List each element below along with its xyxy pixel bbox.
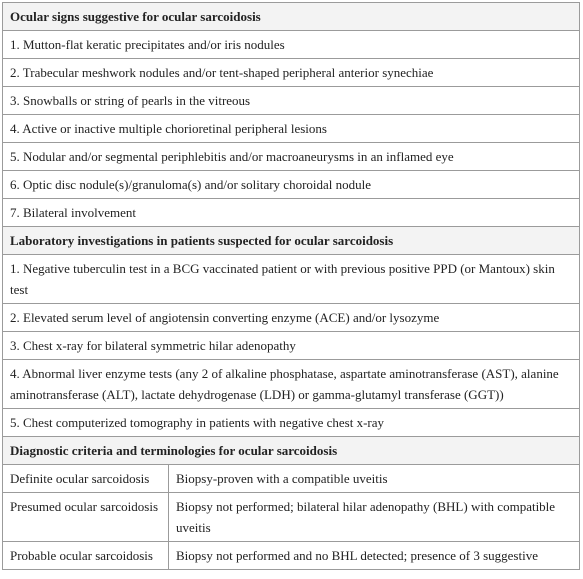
section-heading: Ocular signs suggestive for ocular sarcoidosis (3, 3, 580, 31)
section-header-row (3, 437, 580, 465)
list-item: 7. Bilateral involvement (3, 199, 580, 227)
list-item: 3. Snowballs or string of pearls in the vitreous (3, 87, 580, 115)
table-row (3, 360, 580, 409)
list-item: 4. Abnormal liver enzyme tests (any 2 of alkaline phosphatase, aspartate aminotransferase (AST), alanine aminotransferase (ALT), lactate dehydrogenase (LDH) or gamma-glutamyl transferase (GGT)) (3, 360, 580, 409)
table-row (3, 409, 580, 437)
table-row (3, 143, 580, 171)
list-item: 4. Active or inactive multiple chorioretinal peripheral lesions (3, 115, 580, 143)
list-item: 3. Chest x-ray for bilateral symmetric hilar adenopathy (3, 332, 580, 360)
section-header-row (3, 3, 580, 31)
criteria-term: Presumed ocular sarcoidosis (3, 493, 169, 542)
section-header-row (3, 227, 580, 255)
table-row (3, 59, 580, 87)
criteria-term: Definite ocular sarcoidosis (3, 465, 169, 493)
list-item: 1. Mutton-flat keratic precipitates and/or iris nodules (3, 31, 580, 59)
table-row (3, 31, 580, 59)
list-item: 5. Chest computerized tomography in patients with negative chest x-ray (3, 409, 580, 437)
table-row (3, 332, 580, 360)
table-row (3, 115, 580, 143)
section-heading: Laboratory investigations in patients suspected for ocular sarcoidosis (3, 227, 580, 255)
table-row (3, 171, 580, 199)
criteria-definition: Biopsy not performed; bilateral hilar adenopathy (BHL) with compatible uveitis (169, 493, 580, 542)
criteria-term: Probable ocular sarcoidosis (3, 542, 169, 570)
criteria-row (3, 542, 580, 570)
list-item: 1. Negative tuberculin test in a BCG vaccinated patient or with previous positive PPD (or Mantoux) skin test (3, 255, 580, 304)
criteria-definition: Biopsy-proven with a compatible uveitis (169, 465, 580, 493)
criteria-row (3, 493, 580, 542)
criteria-definition: Biopsy not performed and no BHL detected; presence of 3 suggestive (169, 542, 580, 570)
table-row (3, 255, 580, 304)
list-item: 2. Trabecular meshwork nodules and/or tent-shaped peripheral anterior synechiae (3, 59, 580, 87)
section-heading: Diagnostic criteria and terminologies for ocular sarcoidosis (3, 437, 580, 465)
list-item: 2. Elevated serum level of angiotensin converting enzyme (ACE) and/or lysozyme (3, 304, 580, 332)
table-row (3, 199, 580, 227)
criteria-row (3, 465, 580, 493)
table-row (3, 87, 580, 115)
sarcoidosis-criteria-table (2, 2, 580, 570)
list-item: 5. Nodular and/or segmental periphlebitis and/or macroaneurysms in an inflamed eye (3, 143, 580, 171)
list-item: 6. Optic disc nodule(s)/granuloma(s) and/or solitary choroidal nodule (3, 171, 580, 199)
table-row (3, 304, 580, 332)
